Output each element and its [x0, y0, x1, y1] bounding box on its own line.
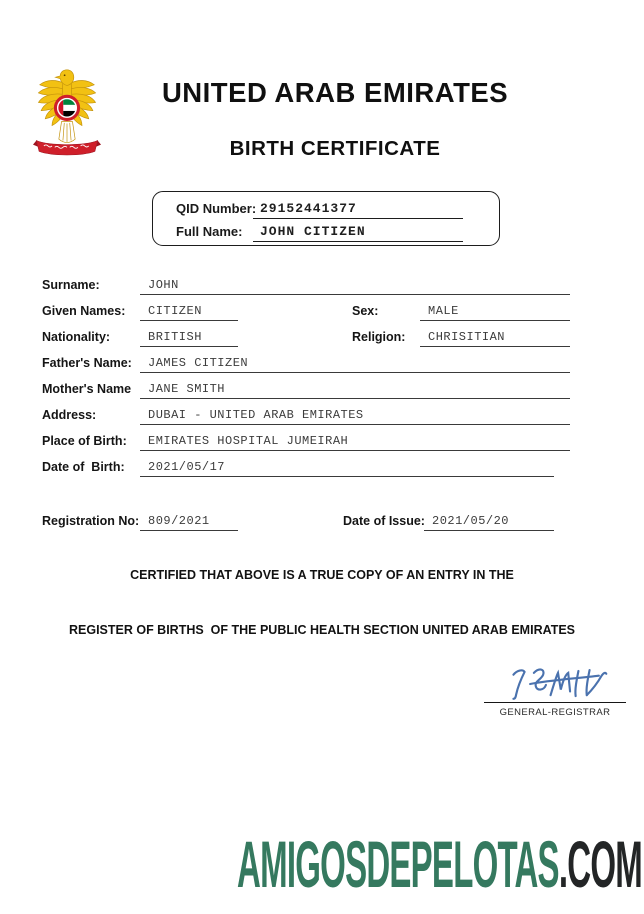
certification-line-1: CERTIFIED THAT ABOVE IS A TRUE COPY OF AN ENTRY IN THE [130, 568, 514, 582]
address-label: Address: [42, 408, 97, 422]
father-name-row [0, 356, 644, 373]
watermark-site-name: AMIGOSDEPELOTAS [237, 827, 559, 901]
full-name-label: Full Name: [176, 224, 243, 239]
surname-value: JOHN [140, 278, 570, 295]
qid-box [152, 191, 500, 246]
registration-no-label: Registration No: [42, 514, 140, 528]
signature-line [484, 702, 626, 703]
registrar-title: GENERAL-REGISTRAR [499, 707, 611, 718]
country-title: UNITED ARAB EMIRATES [161, 77, 509, 108]
place-of-birth-label: Place of Birth: [42, 434, 127, 448]
mother-name-label: Mother's Name [42, 382, 132, 396]
address-row [0, 408, 644, 425]
given-names-label: Given Names: [42, 304, 126, 318]
date-of-birth-value: 2021/05/17 [140, 460, 554, 477]
certification-line-2: REGISTER OF BIRTHS OF THE PUBLIC HEALTH SECTION UNITED ARAB EMIRATES [68, 623, 576, 637]
qid-number-value: 29152441377 [253, 201, 463, 219]
sex-label: Sex: [352, 304, 379, 318]
religion-value: CHRISITIAN [420, 330, 570, 347]
mother-name-row [0, 382, 644, 399]
father-name-value: JAMES CITIZEN [140, 356, 570, 373]
given-names-sex-row [0, 304, 644, 321]
given-names-value: CITIZEN [140, 304, 238, 321]
place-of-birth-value: EMIRATES HOSPITAL JUMEIRAH [140, 434, 570, 451]
watermark-domain-suffix: .COM [558, 827, 642, 901]
date-of-issue-label: Date of Issue: [343, 514, 425, 528]
father-name-label: Father's Name: [42, 356, 132, 370]
registrar-signature [506, 664, 610, 704]
full-name-value: JOHN CITIZEN [253, 224, 463, 242]
uae-emblem-icon [33, 66, 101, 162]
sex-value: MALE [420, 304, 570, 321]
nationality-value: BRITISH [140, 330, 238, 347]
date-of-issue-value: 2021/05/20 [424, 514, 554, 531]
registration-no-value: 809/2021 [140, 514, 238, 531]
qid-number-label: QID Number: [176, 201, 257, 216]
date-of-birth-label: Date of Birth: [42, 460, 125, 474]
qid-number-row [153, 201, 499, 219]
nationality-label: Nationality: [42, 330, 111, 344]
watermark [237, 827, 642, 901]
religion-label: Religion: [352, 330, 406, 344]
nationality-religion-row [0, 330, 644, 347]
registration-row [0, 514, 644, 531]
date-of-birth-row [0, 460, 644, 477]
surname-label: Surname: [42, 278, 100, 292]
document-title: BIRTH CERTIFICATE [229, 137, 441, 160]
full-name-row [153, 224, 499, 242]
surname-row [0, 278, 644, 295]
place-of-birth-row [0, 434, 644, 451]
address-value: DUBAI - UNITED ARAB EMIRATES [140, 408, 570, 425]
mother-name-value: JANE SMITH [140, 382, 570, 399]
